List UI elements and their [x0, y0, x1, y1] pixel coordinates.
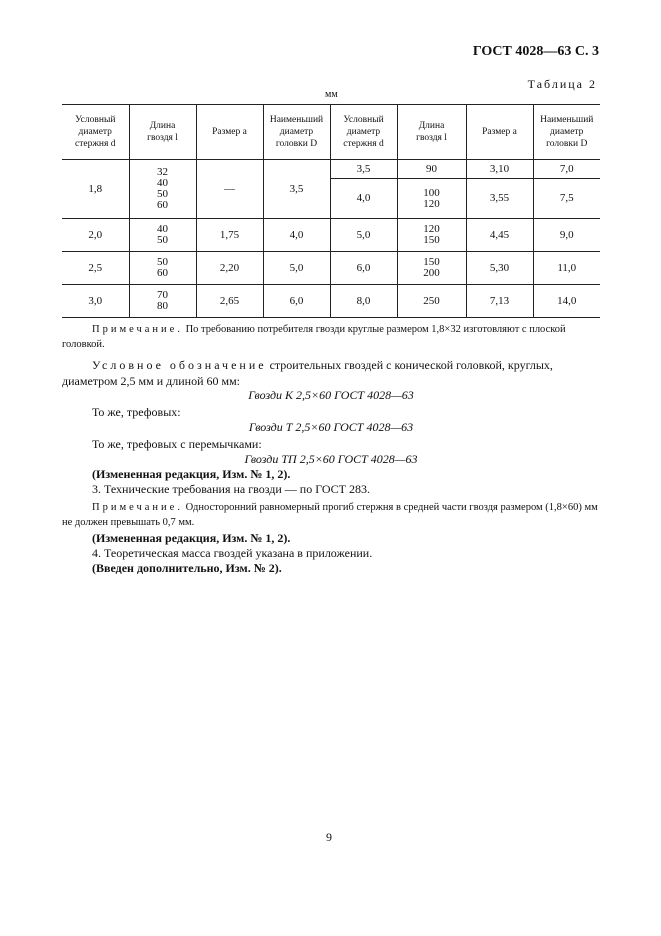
column-header-line: диаметр [550, 127, 584, 137]
table-cell: 2,0 [62, 219, 129, 252]
table-cell: 4,45 [466, 219, 533, 252]
table-cell [129, 160, 196, 219]
page-number: 9 [326, 830, 332, 844]
column-header [466, 105, 533, 160]
cell-line: 80 [157, 300, 168, 312]
table-cell [129, 285, 196, 318]
table-cell: 2,20 [196, 252, 263, 285]
table-cell [397, 179, 466, 219]
column-header-line: диаметр [346, 127, 381, 137]
cell-line: 100 [423, 186, 440, 199]
nail-dimensions-table [62, 104, 600, 318]
column-header [129, 105, 196, 160]
column-header-line: Размер a [482, 127, 517, 137]
cell-line: 40 [157, 177, 168, 189]
cell-line: 40 [157, 223, 168, 235]
column-header-line: гвоздя l [416, 133, 447, 143]
column-header [196, 105, 263, 160]
note-1-text: По требованию потребителя гвозди круглые размером 1,8×32 изготовляют с плоской головкой. [62, 324, 566, 350]
table-cell [129, 252, 196, 285]
table-cell: 7,5 [533, 179, 600, 219]
table-cell [397, 219, 466, 252]
note-1-label: Примечание. [92, 324, 183, 335]
column-header-line: Длина [149, 121, 176, 131]
cell-line: 70 [157, 289, 168, 301]
table-row [62, 252, 600, 285]
column-header [62, 105, 129, 160]
table-row [62, 160, 600, 179]
cell-line: 150 [423, 234, 440, 246]
column-header-line: Длина [418, 121, 445, 131]
cell-line: 250 [423, 294, 440, 307]
table-cell [129, 219, 196, 252]
table-cell: 9,0 [533, 219, 600, 252]
example-3: Гвозди ТП 2,5×60 ГОСТ 4028—63 [244, 452, 418, 466]
table-row [62, 219, 600, 252]
table-cell: 2,5 [62, 252, 129, 285]
cell-line: 50 [157, 256, 168, 268]
column-header-line: гвоздя l [147, 133, 178, 143]
column-header-line: Наименьший [269, 115, 324, 125]
clause-3: 3. Технические требования на гвозди — по ГОСТ 283. [92, 482, 370, 496]
table-cell: 4,0 [330, 179, 397, 219]
amendment-note-2: (Измененная редакция, Изм. № 1, 2). [92, 531, 291, 545]
column-header [397, 105, 466, 160]
table-header-row [62, 105, 600, 160]
table-cell: 3,10 [466, 160, 533, 179]
column-header-line: диаметр [279, 127, 314, 137]
table-cell: 7,13 [466, 285, 533, 318]
table-cell: 5,0 [263, 252, 330, 285]
table-cell [397, 252, 466, 285]
designation-text: строительных гвоздей с конической головкой, круглых, диаметром 2,5 мм и длиной 60 мм: [62, 358, 553, 388]
table-cell: 1,8 [62, 160, 129, 219]
table-cell: — [196, 160, 263, 219]
note-2-text: Односторонний равномерный прогиб стержня в средней части гвоздя размером (1,8×60) мм не должен превышать 0,7 мм. [62, 502, 598, 528]
table-cell: 3,55 [466, 179, 533, 219]
table-cell [397, 285, 466, 318]
note-2-label: Примечание. [92, 502, 183, 513]
column-header-line: Условный [75, 115, 116, 125]
table-cell: 2,65 [196, 285, 263, 318]
cell-line: 200 [423, 267, 440, 279]
same-trefoil-bridges: То же, трефовых с перемычками: [92, 437, 262, 451]
column-header-line: Наименьший [540, 115, 594, 125]
table-cell: 8,0 [330, 285, 397, 318]
cell-line: 60 [157, 267, 168, 279]
table-cell: 3,5 [263, 160, 330, 219]
table-cell: 3,5 [330, 160, 397, 179]
column-header-line: Размер a [212, 127, 247, 137]
example-1: Гвозди К 2,5×60 ГОСТ 4028—63 [248, 388, 414, 402]
column-header [263, 105, 330, 160]
cell-line: 32 [157, 166, 168, 178]
table-cell: 3,0 [62, 285, 129, 318]
table-cell: 4,0 [263, 219, 330, 252]
same-trefoil: То же, трефовых: [92, 405, 181, 419]
cell-line: 60 [157, 199, 168, 211]
table-cell: 14,0 [533, 285, 600, 318]
table-cell: 11,0 [533, 252, 600, 285]
designation-label: Условное обозначение [92, 358, 267, 372]
table-cell: 1,75 [196, 219, 263, 252]
table-cell: 5,0 [330, 219, 397, 252]
cell-line: 120 [423, 223, 440, 235]
column-header-line: стержня d [343, 139, 384, 149]
table-cell: 7,0 [533, 160, 600, 179]
column-header-line: Условный [343, 115, 384, 125]
column-header [533, 105, 600, 160]
amendment-note-1: (Измененная редакция, Изм. № 1, 2). [92, 467, 291, 481]
note-2 [62, 500, 600, 530]
clause-4: 4. Теоретическая масса гвоздей указана в приложении. [92, 546, 373, 560]
table-cell: 6,0 [263, 285, 330, 318]
document-header: ГОСТ 4028—63 С. 3 [472, 44, 599, 59]
note-1 [62, 322, 600, 352]
units-label: мм [325, 89, 338, 100]
column-header-line: головки D [275, 139, 318, 149]
designation-paragraph [62, 357, 600, 389]
example-2: Гвозди Т 2,5×60 ГОСТ 4028—63 [248, 420, 414, 434]
table-row [62, 285, 600, 318]
cell-line: 50 [157, 188, 168, 200]
table-caption: Таблица 2 [527, 77, 597, 91]
cell-line: 120 [423, 197, 440, 210]
column-header-line: диаметр [78, 127, 112, 137]
introduced-note: (Введен дополнительно, Изм. № 2). [92, 561, 282, 575]
cell-line: 90 [426, 162, 437, 175]
column-header-line: головки D [546, 139, 588, 149]
table-cell: 5,30 [466, 252, 533, 285]
column-header [330, 105, 397, 160]
column-header-line: стержня d [75, 139, 116, 149]
table-cell: 6,0 [330, 252, 397, 285]
cell-line: 150 [423, 256, 440, 268]
cell-line: 50 [157, 234, 168, 246]
table-cell [397, 160, 466, 179]
